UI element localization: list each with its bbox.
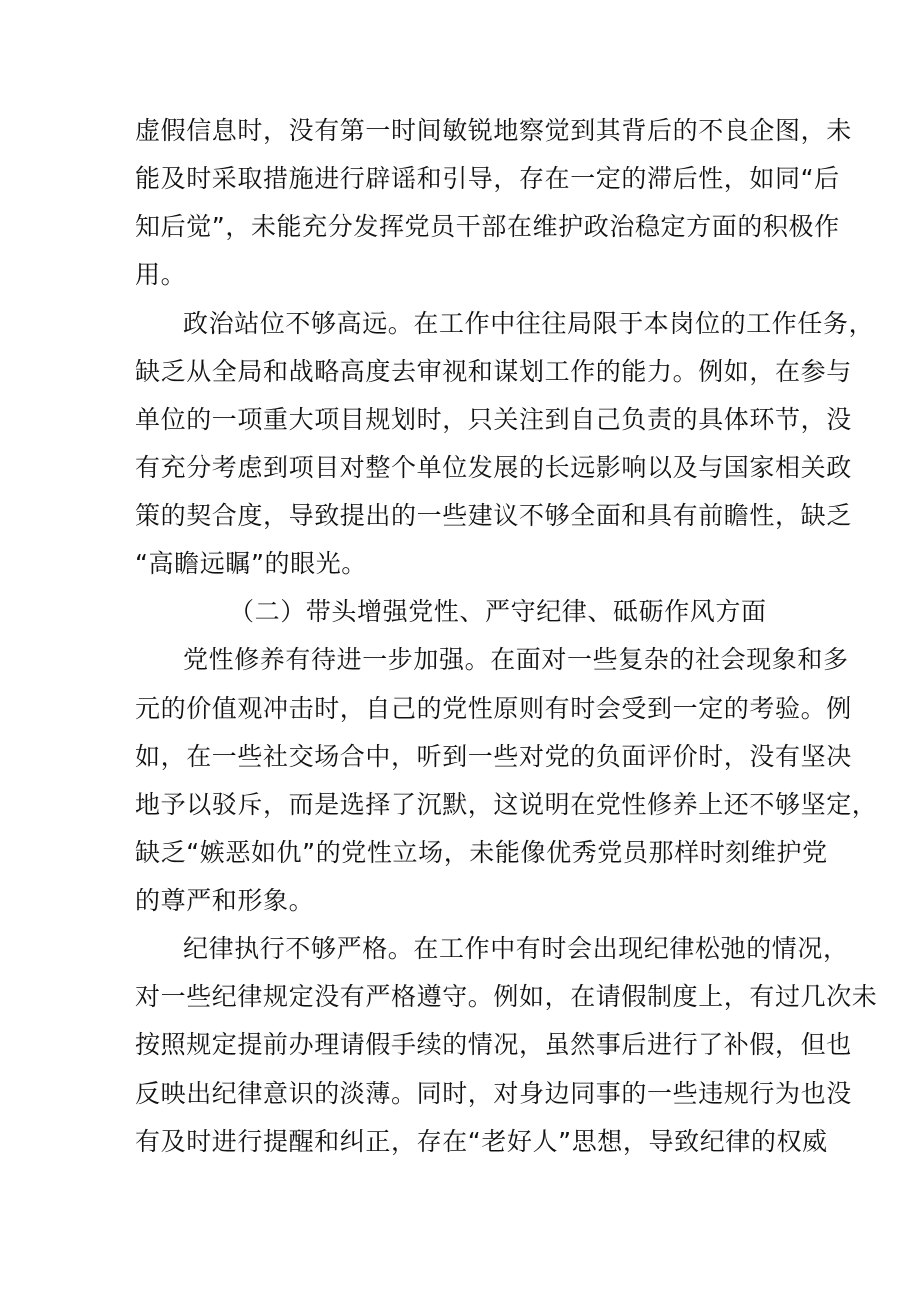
- text-line: 反映出纪律意识的淡薄。同时，对身边同事的一些违规行为也没: [135, 1079, 852, 1108]
- text-line: 有充分考虑到项目对整个单位发展的长远影响以及与国家相关政: [135, 453, 852, 482]
- text-line: 按照规定提前办理请假手续的情况，虽然事后进行了补假，但也: [135, 1030, 852, 1059]
- text-line: 的尊严和形象。: [135, 886, 315, 915]
- paragraph-start-line: 党性修养有待进一步加强。在面对一些复杂的社会现象和多: [183, 645, 849, 674]
- text-line: “高瞻远瞩”的眼光。: [135, 549, 367, 578]
- paragraph-start-line: 政治站位不够高远。在工作中往往局限于本岗位的工作任务，: [183, 309, 875, 338]
- text-line: 虚假信息时，没有第一时间敏锐地察觉到其背后的不良企图，未: [135, 116, 852, 145]
- paragraph-start-line: 纪律执行不够严格。在工作中有时会出现纪律松弛的情况，: [183, 934, 849, 963]
- text-line: 地予以驳斥，而是选择了沉默，这说明在党性修养上还不够坚定，: [135, 790, 878, 819]
- text-line: 单位的一项重大项目规划时，只关注到自己负责的具体环节，没: [135, 405, 852, 434]
- text-line: 缺乏从全局和战略高度去审视和谋划工作的能力。例如，在参与: [135, 357, 852, 386]
- text-line: 用。: [135, 260, 187, 289]
- text-line: 有及时进行提醒和纠正，存在“老好人”思想，导致纪律的权威: [135, 1127, 828, 1156]
- text-line: 对一些纪律规定没有严格遵守。例如，在请假制度上，有过几次未: [135, 982, 878, 1011]
- section-heading: （二）带头增强党性、严守纪律、砥砺作风方面: [229, 597, 767, 626]
- text-line: 策的契合度，导致提出的一些建议不够全面和具有前瞻性，缺乏: [135, 501, 852, 530]
- text-line: 能及时采取措施进行辟谣和引导，存在一定的滞后性，如同“后: [135, 164, 840, 193]
- text-line: 如，在一些社交场合中，听到一些对党的负面评价时，没有坚决: [135, 742, 852, 771]
- text-line: 缺乏“嫉恶如仇”的党性立场，未能像优秀党员那样时刻维护党: [135, 838, 828, 867]
- text-line: 元的价值观冲击时，自己的党性原则有时会受到一定的考验。例: [135, 694, 852, 723]
- text-line: 知后觉”，未能充分发挥党员干部在维护政治稳定方面的积极作: [135, 212, 840, 241]
